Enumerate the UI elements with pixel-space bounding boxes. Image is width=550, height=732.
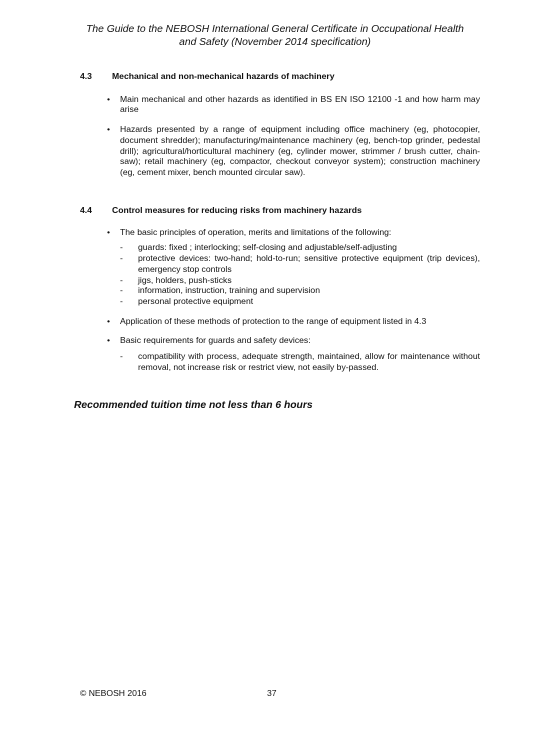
- list-item: [80, 316, 480, 327]
- sub-list-item: [120, 351, 480, 372]
- section-heading: [80, 205, 480, 216]
- sub-list-item-text: guards: fixed ; interlocking; self-closing and adjustable/self-adjusting: [138, 242, 397, 253]
- bullet-icon: •: [107, 226, 111, 237]
- bullet-icon: •: [107, 93, 111, 104]
- section-title: Mechanical and non-mechanical hazards of machinery: [112, 71, 335, 81]
- sub-list-item: [120, 242, 480, 253]
- list-item-text: Application of these methods of protection to the range of equipment listed in 4.3: [120, 315, 427, 326]
- sub-list-item-text: protective devices: two-hand; hold-to-run; sensitive protective equipment (trip devices), emergency stop controls: [138, 253, 480, 274]
- dash-icon: -: [120, 295, 123, 306]
- sub-list-item: [120, 285, 480, 296]
- page-header: [60, 23, 490, 49]
- footer-copyright: © NEBOSH 2016: [80, 688, 147, 698]
- list-item-text: Main mechanical and other hazards as identified in BS EN ISO 12100 -1 and how harm may arise: [120, 93, 480, 115]
- dash-icon: -: [120, 242, 123, 253]
- tuition-note: Recommended tuition time not less than 6 hours: [74, 400, 313, 411]
- sub-list-item: [120, 296, 480, 307]
- bullet-icon: •: [107, 335, 111, 346]
- bullet-list: [80, 94, 480, 178]
- list-item: [80, 124, 480, 178]
- dash-icon: -: [120, 253, 123, 264]
- bullet-icon: •: [107, 315, 111, 326]
- header-line-1: The Guide to the NEBOSH International General Certificate in Occupational Health: [86, 24, 464, 35]
- sub-list-item-text: jigs, holders, push-sticks: [138, 274, 232, 285]
- section-title: Control measures for reducing risks from machinery hazards: [112, 205, 362, 215]
- dash-icon: -: [120, 285, 123, 296]
- section-number: 4.3: [80, 71, 92, 81]
- section-4-3: [80, 71, 480, 178]
- section-4-4: [80, 205, 480, 372]
- list-item: [80, 227, 480, 307]
- bullet-icon: •: [107, 124, 111, 135]
- list-item: [80, 335, 480, 372]
- section-heading: [80, 71, 480, 82]
- bullet-list: [80, 227, 480, 373]
- list-item: [80, 94, 480, 115]
- sub-list-item: [120, 253, 480, 274]
- list-item-text: Basic requirements for guards and safety devices:: [120, 335, 311, 346]
- list-item-text: The basic principles of operation, merits and limitations of the following:: [120, 226, 392, 237]
- sub-list-item-text: personal protective equipment: [138, 295, 254, 306]
- sub-list-item: [120, 275, 480, 286]
- sub-list-item-text: information, instruction, training and supervision: [138, 285, 320, 296]
- list-item-text: Hazards presented by a range of equipment including office machinery (eg, photocopier, document shredder); manufacturing/maintenance machinery (eg, bench-top grinder, pedestal drill); agricultural/horticultural machinery (eg, cylinder mower, strimmer / brush cutter, chain-saw); retail machinery (eg, compactor, checkout conveyor system); construction machinery (eg, cement mixer, bench mounted circular saw).: [120, 124, 480, 177]
- sub-list: [120, 242, 480, 306]
- header-line-2: and Safety (November 2014 specification): [179, 37, 371, 48]
- section-number: 4.4: [80, 205, 92, 215]
- page-number: 37: [267, 688, 277, 698]
- sub-list: [120, 351, 480, 372]
- dash-icon: -: [120, 351, 123, 362]
- dash-icon: -: [120, 274, 123, 285]
- sub-list-item-text: compatibility with process, adequate strength, maintained, allow for maintenance without removal, not increase risk or restrict view, not easily by-passed.: [138, 351, 480, 372]
